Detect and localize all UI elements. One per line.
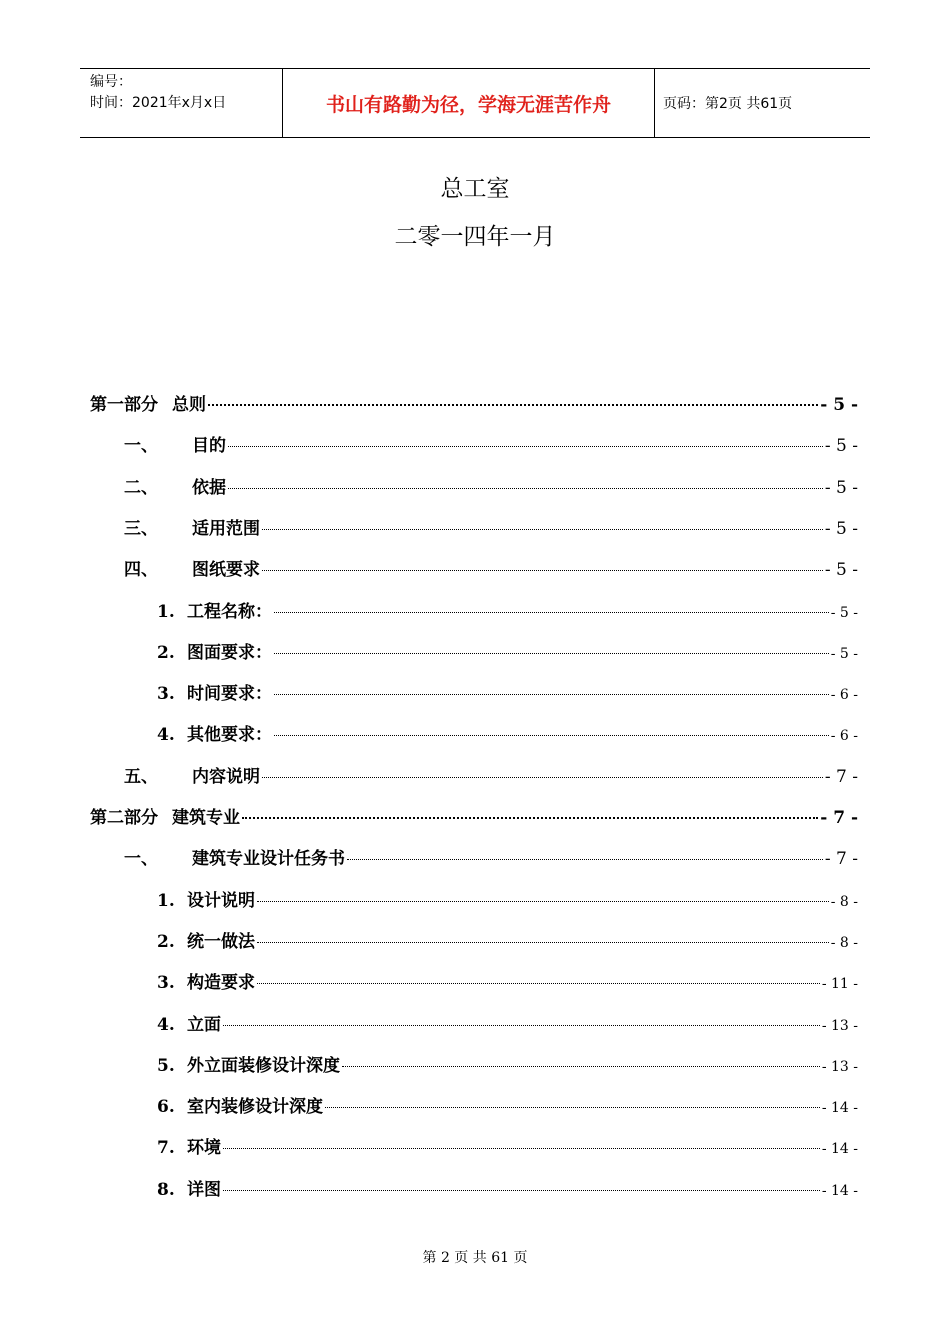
toc-entry-page: - 7 - — [820, 808, 858, 828]
toc-entry-number: 四、 — [124, 560, 158, 581]
toc-dot-leader — [274, 694, 829, 695]
toc-entry-number: 1. — [157, 601, 175, 622]
toc-dot-leader — [257, 942, 829, 943]
header-motto: 书山有路勤为径，学海无涯苦作舟 — [282, 69, 655, 137]
toc-entry[interactable] — [157, 1092, 858, 1122]
toc-entry-label: 总则 — [172, 395, 206, 415]
document-date: 二零一四年一月 — [394, 224, 556, 250]
toc-entry-label: 其他要求： — [187, 725, 272, 746]
toc-entry[interactable] — [157, 968, 858, 998]
toc-dot-leader — [262, 570, 823, 571]
toc-entry-number: 7. — [157, 1138, 175, 1159]
document-title: 总工室 — [440, 176, 510, 202]
toc-entry-page: - 14 - — [821, 1100, 858, 1117]
document-time-label: 时间：2021年x月x日 — [90, 95, 227, 111]
toc-entry-label: 工程名称： — [187, 601, 272, 622]
toc-entry[interactable] — [157, 886, 858, 916]
toc-entry-number: 4. — [157, 725, 175, 746]
toc-entry-label: 室内装修设计深度 — [187, 1097, 323, 1118]
toc-dot-leader — [347, 859, 823, 860]
toc-entry-page: - 13 - — [821, 1058, 858, 1075]
toc-entry-label: 建筑专业设计任务书 — [192, 849, 345, 870]
toc-dot-leader — [274, 653, 829, 654]
toc-entry[interactable] — [157, 1051, 858, 1081]
toc-entry[interactable] — [124, 762, 858, 792]
toc-entry-page: - 5 - — [824, 477, 858, 498]
page-footer: 第 2 页 共 61 页 — [422, 1250, 528, 1266]
toc-dot-leader — [325, 1107, 820, 1108]
toc-entry-page: - 14 - — [821, 1141, 858, 1158]
toc-entry-page: - 5 - — [830, 604, 858, 621]
toc-entry[interactable] — [157, 1133, 858, 1163]
toc-entry-page: - 14 - — [821, 1182, 858, 1199]
toc-entry-number: 一、 — [124, 849, 158, 870]
toc-entry-label: 图纸要求 — [192, 560, 260, 581]
toc-entry-number: 第二部分 — [90, 808, 158, 828]
toc-dot-leader — [257, 983, 820, 984]
toc-entry-page: - 11 - — [821, 976, 858, 993]
toc-entry-label: 建筑专业 — [172, 808, 240, 828]
toc-entry-number: 8. — [157, 1179, 175, 1200]
toc-entry-page: - 5 - — [830, 645, 858, 662]
toc-dot-leader — [257, 901, 829, 902]
toc-dot-leader — [242, 817, 818, 819]
toc-entry-label: 构造要求 — [187, 973, 255, 994]
toc-entry-label: 环境 — [187, 1138, 221, 1159]
header-meta — [80, 69, 282, 137]
toc-dot-leader — [342, 1066, 820, 1067]
document-number-label: 编号： — [90, 74, 132, 90]
toc-entry-label: 依据 — [192, 477, 226, 498]
header-page-info: 页码：第2页 共61页 — [663, 96, 793, 112]
toc-entry-page: - 6 - — [830, 687, 858, 704]
toc-entry[interactable] — [157, 720, 858, 750]
toc-entry-page: - 6 - — [830, 728, 858, 745]
toc-entry[interactable] — [157, 927, 858, 957]
toc-entry[interactable] — [124, 555, 858, 585]
toc-entry-number: 3. — [157, 684, 175, 705]
toc-entry-number: 2. — [157, 642, 175, 663]
toc-entry-page: - 8 - — [830, 934, 858, 951]
toc-entry-label: 内容说明 — [192, 766, 260, 787]
toc-dot-leader — [228, 446, 823, 447]
toc-dot-leader — [223, 1025, 820, 1026]
toc-dot-leader — [262, 529, 823, 530]
toc-dot-leader — [262, 777, 823, 778]
toc-entry[interactable] — [157, 638, 858, 668]
toc-entry-number: 五、 — [124, 766, 158, 787]
page-header — [80, 68, 870, 138]
toc-entry-number: 2. — [157, 931, 175, 952]
toc-entry[interactable] — [124, 431, 858, 461]
toc-entry-number: 4. — [157, 1014, 175, 1035]
toc-entry-label: 目的 — [192, 436, 226, 457]
toc-entry-number: 1. — [157, 890, 175, 911]
toc-dot-leader — [274, 735, 829, 736]
toc-entry-page: - 5 - — [820, 395, 858, 415]
toc-entry[interactable] — [90, 390, 858, 420]
toc-entry-page: - 8 - — [830, 893, 858, 910]
toc-entry-number: 6. — [157, 1097, 175, 1118]
toc-entry[interactable] — [124, 514, 858, 544]
toc-entry[interactable] — [157, 1175, 858, 1205]
toc-entry[interactable] — [124, 844, 858, 874]
toc-entry-page: - 7 - — [824, 766, 858, 787]
toc-entry-label: 时间要求： — [187, 684, 272, 705]
toc-entry[interactable] — [124, 473, 858, 503]
toc-entry-label: 统一做法 — [187, 931, 255, 952]
toc-entry-page: - 5 - — [824, 436, 858, 457]
toc-entry-number: 二、 — [124, 477, 158, 498]
toc-dot-leader — [223, 1148, 820, 1149]
toc-entry-label: 适用范围 — [192, 518, 260, 539]
toc-entry-number: 3. — [157, 973, 175, 994]
toc-dot-leader — [274, 612, 829, 613]
toc-entry-page: - 5 - — [824, 560, 858, 581]
toc-entry-page: - 5 - — [824, 518, 858, 539]
toc-entry[interactable] — [157, 679, 858, 709]
toc-entry[interactable] — [157, 1010, 858, 1040]
toc-dot-leader — [223, 1190, 820, 1191]
toc-entry-label: 立面 — [187, 1014, 221, 1035]
toc-entry-page: - 7 - — [824, 849, 858, 870]
toc-entry-label: 设计说明 — [187, 890, 255, 911]
toc-entry[interactable] — [157, 597, 858, 627]
toc-entry-label: 外立面装修设计深度 — [187, 1055, 340, 1076]
toc-entry-number: 第一部分 — [90, 395, 158, 415]
toc-dot-leader — [208, 404, 818, 406]
toc-entry-number: 一、 — [124, 436, 158, 457]
toc-entry-label: 详图 — [187, 1179, 221, 1200]
toc-dot-leader — [228, 488, 823, 489]
toc-entry-page: - 13 - — [821, 1017, 858, 1034]
toc-entry-number: 三、 — [124, 518, 158, 539]
toc-entry[interactable] — [90, 803, 858, 833]
toc-entry-label: 图面要求： — [187, 642, 272, 663]
toc-entry-number: 5. — [157, 1055, 175, 1076]
